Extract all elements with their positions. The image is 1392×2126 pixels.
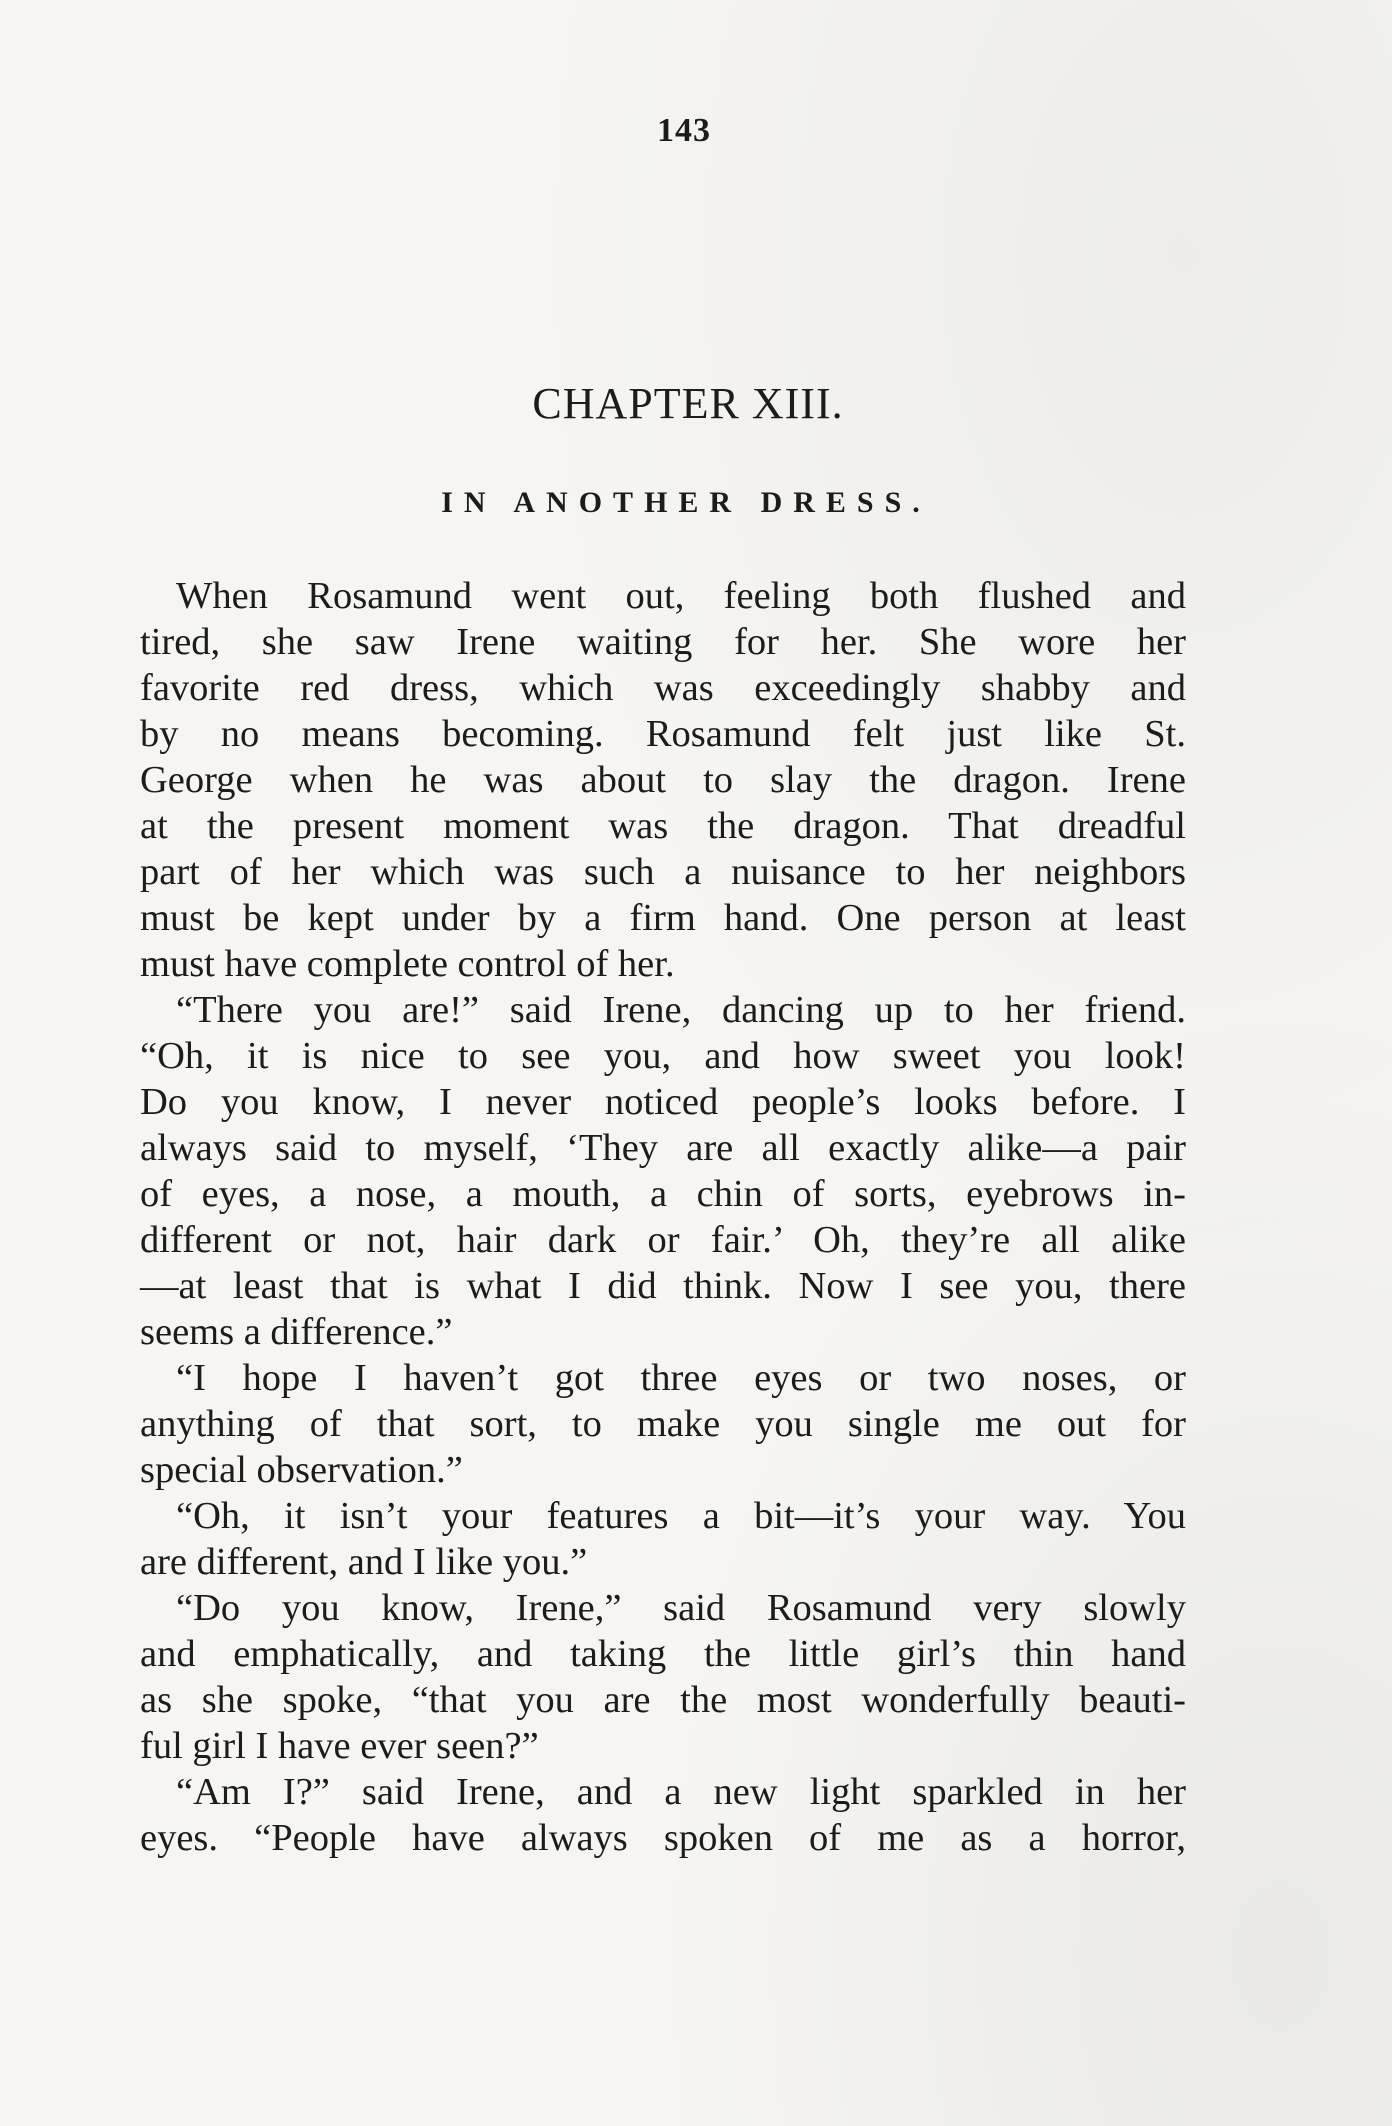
text-line: and emphatically, and taking the little girl’s thin hand (140, 1633, 1186, 1675)
text-line: seems a difference.” (140, 1311, 453, 1353)
text-line: “Oh, it isn’t your features a bit—it’s your way. You (176, 1495, 1186, 1537)
text-line: always said to myself, ‘They are all exactly alike—a pair (140, 1127, 1186, 1169)
text-line: “Am I?” said Irene, and a new light sparkled in her (176, 1771, 1186, 1813)
text-line: ful girl I have ever seen?” (140, 1725, 539, 1767)
body-text (140, 573, 1186, 1861)
text-line: different or not, hair dark or fair.’ Oh, they’re all alike (140, 1219, 1186, 1261)
text-line: by no means becoming. Rosamund felt just like St. (140, 713, 1186, 755)
text-line: tired, she saw Irene waiting for her. She wore her (140, 621, 1186, 663)
text-line: “Do you know, Irene,” said Rosamund very slowly (176, 1587, 1186, 1629)
text-line: “I hope I haven’t got three eyes or two noses, or (176, 1357, 1186, 1399)
text-line: “There you are!” said Irene, dancing up to her friend. (176, 989, 1186, 1031)
chapter-title: CHAPTER XIII. (532, 379, 844, 428)
text-line: favorite red dress, which was exceedingly shabby and (140, 667, 1186, 709)
text-line: special observation.” (140, 1449, 463, 1491)
text-line: “Oh, it is nice to see you, and how sweet you look! (140, 1035, 1186, 1077)
text-line: Do you know, I never noticed people’s looks before. I (140, 1081, 1186, 1123)
text-line: are different, and I like you.” (140, 1541, 588, 1583)
text-line: eyes. “People have always spoken of me as a horror, (140, 1817, 1186, 1859)
page-number: 143 (657, 112, 711, 149)
text-line: must have complete control of her. (140, 943, 675, 985)
text-line: When Rosamund went out, feeling both flushed and (176, 575, 1186, 617)
text-line: as she spoke, “that you are the most wonderfully beauti- (140, 1679, 1186, 1721)
text-line: must be kept under by a firm hand. One person at least (140, 897, 1186, 939)
text-line: George when he was about to slay the dragon. Irene (140, 759, 1186, 801)
text-line: part of her which was such a nuisance to her neighbors (140, 851, 1186, 893)
chapter-subtitle: IN ANOTHER DRESS. (441, 486, 931, 519)
text-line: of eyes, a nose, a mouth, a chin of sorts, eyebrows in- (140, 1173, 1186, 1215)
text-line: —at least that is what I did think. Now I see you, there (140, 1265, 1186, 1307)
text-line: anything of that sort, to make you single me out for (140, 1403, 1186, 1445)
text-line: at the present moment was the dragon. That dreadful (140, 805, 1186, 847)
